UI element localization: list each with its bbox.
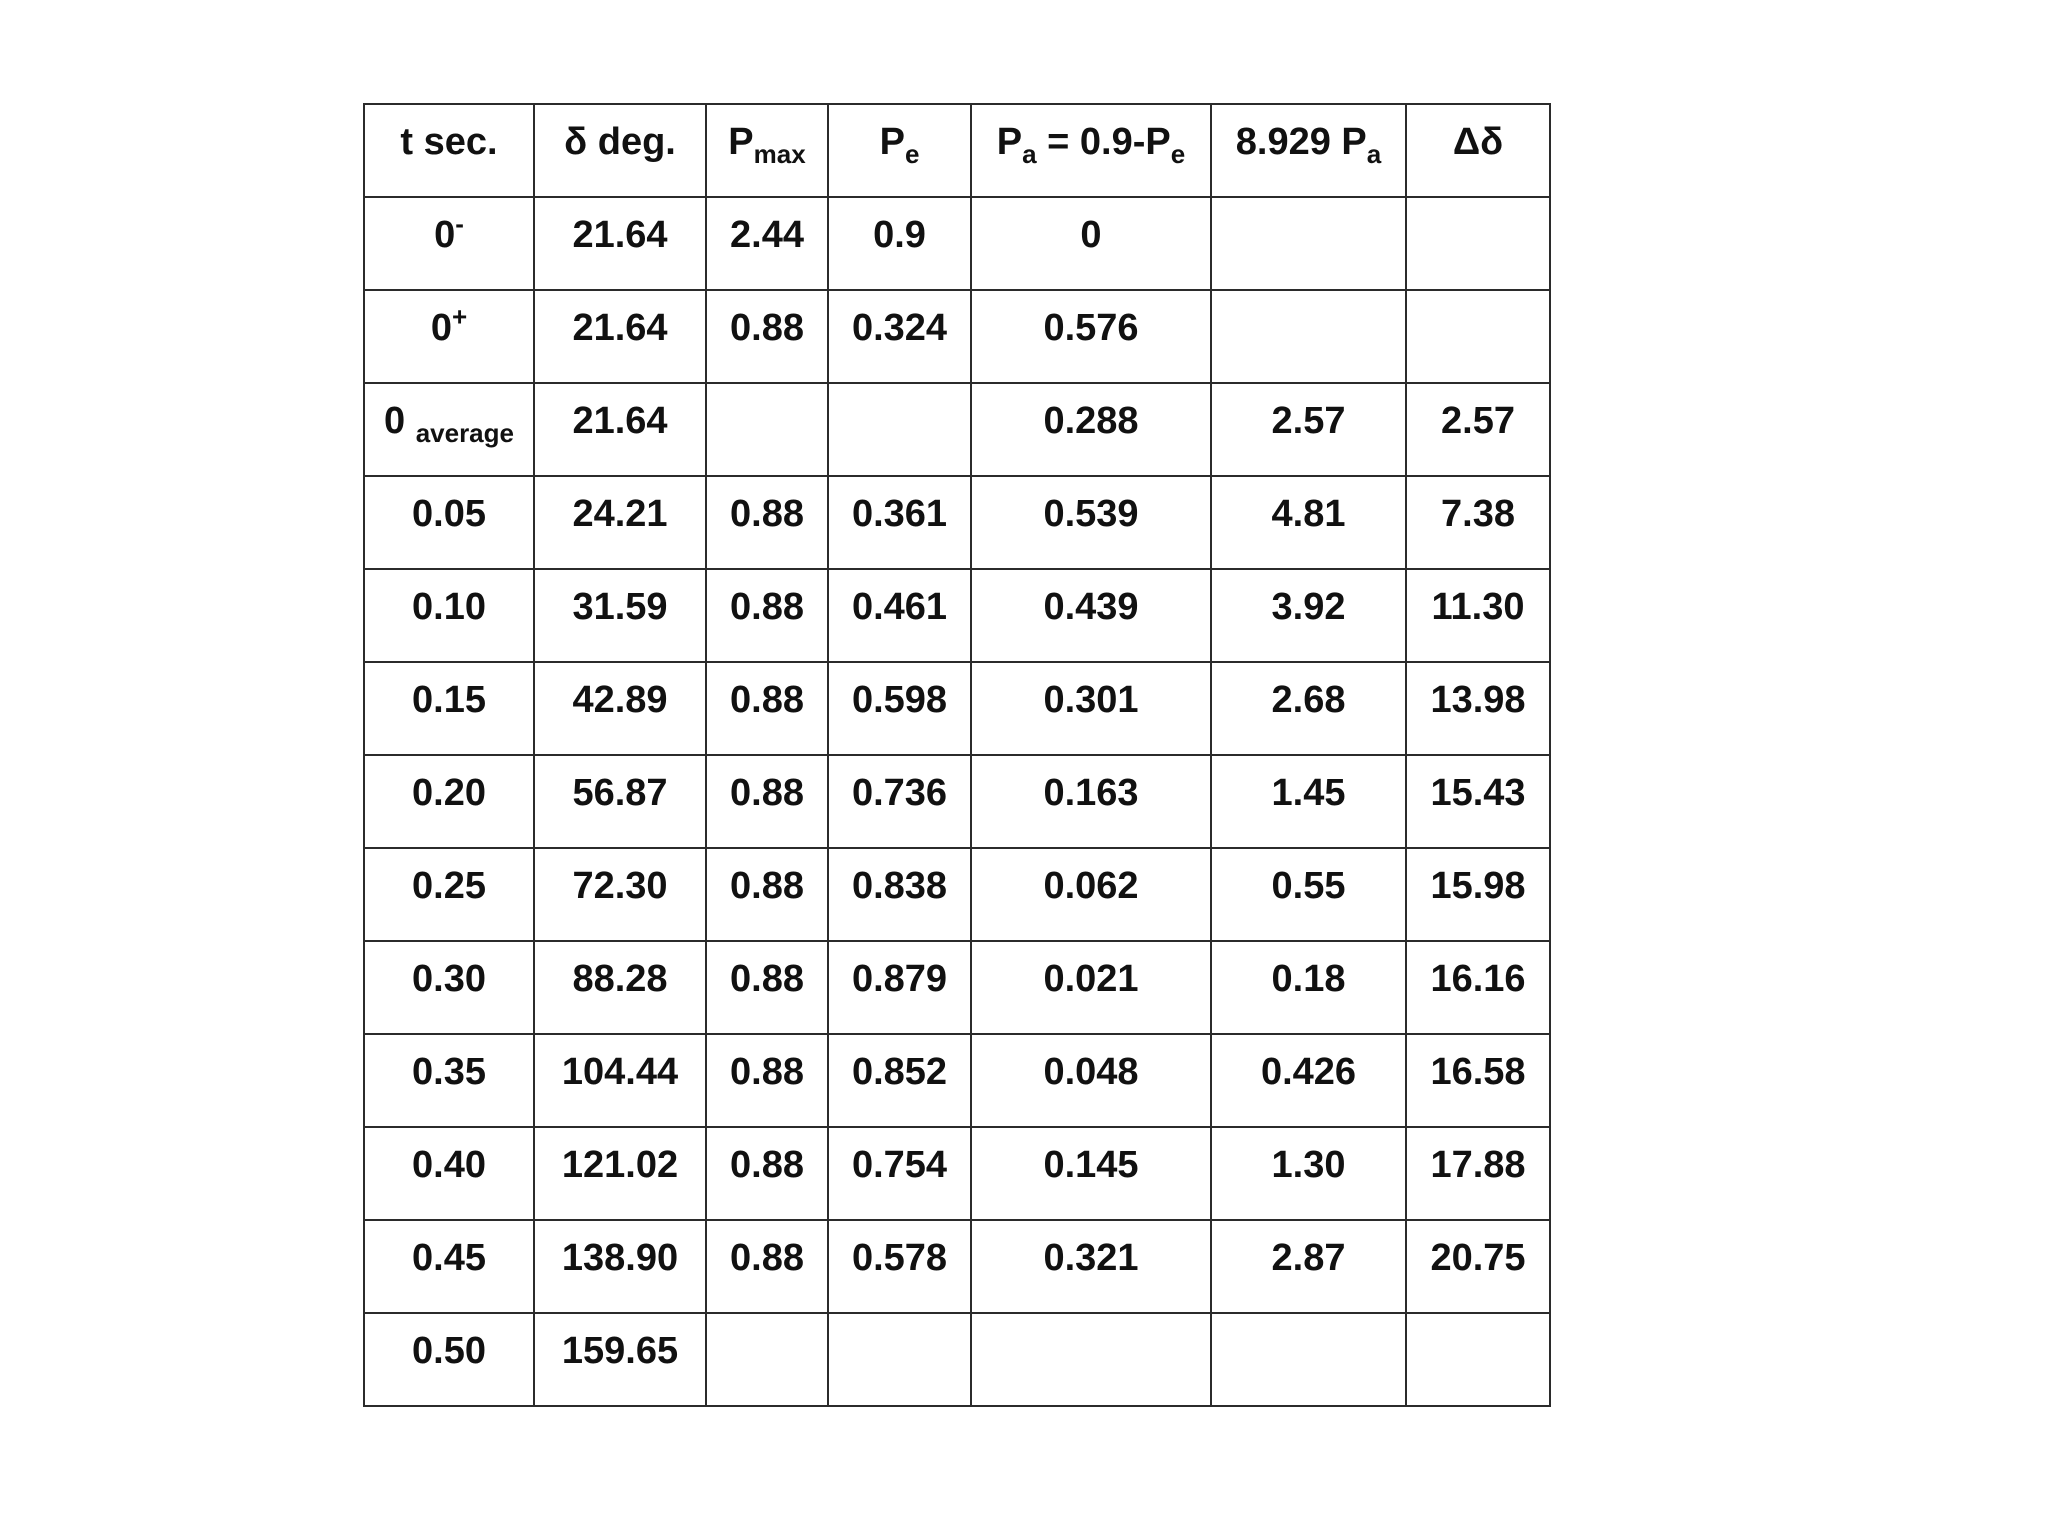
pa-cell: 0.288 (971, 383, 1211, 476)
table-row (364, 848, 1550, 941)
delta-cell: 121.02 (534, 1127, 706, 1220)
delta-cell: 56.87 (534, 755, 706, 848)
table-row (364, 662, 1550, 755)
table-row (364, 1034, 1550, 1127)
pmax-cell: 0.88 (706, 941, 828, 1034)
delta-change-cell: 2.57 (1406, 383, 1550, 476)
pmax-cell: 0.88 (706, 1220, 828, 1313)
time-cell: 0.50 (364, 1313, 534, 1406)
delta-cell: 104.44 (534, 1034, 706, 1127)
pa-scaled-cell (1211, 290, 1406, 383)
pa-scaled-cell: 2.87 (1211, 1220, 1406, 1313)
pa-scaled-cell: 1.30 (1211, 1127, 1406, 1220)
table-row (364, 383, 1550, 476)
delta-change-cell: 7.38 (1406, 476, 1550, 569)
table-row (364, 941, 1550, 1034)
pmax-cell: 0.88 (706, 755, 828, 848)
pe-cell: 0.9 (828, 197, 971, 290)
delta-change-cell: 11.30 (1406, 569, 1550, 662)
pmax-cell: 0.88 (706, 290, 828, 383)
pmax-cell (706, 1313, 828, 1406)
pa-cell: 0.021 (971, 941, 1211, 1034)
pe-cell (828, 1313, 971, 1406)
pmax-cell: 0.88 (706, 662, 828, 755)
pe-cell (828, 383, 971, 476)
pa-cell: 0.539 (971, 476, 1211, 569)
header-pa: $P_a = 0.9-P_e$ (971, 104, 1211, 197)
table-body (364, 197, 1550, 1406)
time-cell: 0 $_{average}$ (364, 383, 534, 476)
pmax-cell: 0.88 (706, 569, 828, 662)
pmax-cell: 0.88 (706, 476, 828, 569)
pe-cell: 0.838 (828, 848, 971, 941)
time-cell: 0.20 (364, 755, 534, 848)
delta-change-cell (1406, 1313, 1550, 1406)
header-delta-change: Δδ (1406, 104, 1550, 197)
pa-cell: 0.048 (971, 1034, 1211, 1127)
pa-scaled-cell: 3.92 (1211, 569, 1406, 662)
table-row (364, 755, 1550, 848)
pe-cell: 0.461 (828, 569, 971, 662)
delta-cell: 138.90 (534, 1220, 706, 1313)
delta-change-cell: 17.88 (1406, 1127, 1550, 1220)
pmax-cell: 0.88 (706, 1034, 828, 1127)
delta-change-cell: 16.58 (1406, 1034, 1550, 1127)
header-time: t sec. (364, 104, 534, 197)
header-pmax: $P_{max}$ (706, 104, 828, 197)
pe-cell: 0.578 (828, 1220, 971, 1313)
table-row (364, 569, 1550, 662)
pe-cell: 0.598 (828, 662, 971, 755)
pa-cell: 0.439 (971, 569, 1211, 662)
pa-scaled-cell: 2.68 (1211, 662, 1406, 755)
time-cell: 0.25 (364, 848, 534, 941)
delta-change-cell: 15.43 (1406, 755, 1550, 848)
table-row (364, 290, 1550, 383)
pa-scaled-cell: 0.426 (1211, 1034, 1406, 1127)
pe-cell: 0.754 (828, 1127, 971, 1220)
delta-cell: 21.64 (534, 290, 706, 383)
pa-cell: 0 (971, 197, 1211, 290)
pe-cell: 0.361 (828, 476, 971, 569)
delta-cell: 159.65 (534, 1313, 706, 1406)
delta-cell: 21.64 (534, 197, 706, 290)
pmax-cell: 0.88 (706, 1127, 828, 1220)
pa-scaled-cell: 4.81 (1211, 476, 1406, 569)
table-row (364, 1127, 1550, 1220)
pmax-cell: 2.44 (706, 197, 828, 290)
delta-cell: 24.21 (534, 476, 706, 569)
table-row (364, 1313, 1550, 1406)
pa-scaled-cell (1211, 1313, 1406, 1406)
pa-scaled-cell: 0.18 (1211, 941, 1406, 1034)
pa-cell: 0.576 (971, 290, 1211, 383)
delta-cell: 88.28 (534, 941, 706, 1034)
time-cell: 0.10 (364, 569, 534, 662)
pa-scaled-cell: 0.55 (1211, 848, 1406, 941)
pa-cell (971, 1313, 1211, 1406)
pa-cell: 0.062 (971, 848, 1211, 941)
pe-cell: 0.879 (828, 941, 971, 1034)
swing-curve-table (363, 103, 1551, 1407)
time-cell: 0.15 (364, 662, 534, 755)
pa-scaled-cell: 2.57 (1211, 383, 1406, 476)
table-row (364, 1220, 1550, 1313)
header-pa-scaled: 8.929 $P_a$ (1211, 104, 1406, 197)
delta-cell: 21.64 (534, 383, 706, 476)
time-cell: 0- (364, 197, 534, 290)
time-cell: 0.45 (364, 1220, 534, 1313)
delta-change-cell (1406, 290, 1550, 383)
pa-cell: 0.145 (971, 1127, 1211, 1220)
time-cell: 0+ (364, 290, 534, 383)
pa-scaled-cell (1211, 197, 1406, 290)
pe-cell: 0.736 (828, 755, 971, 848)
time-cell: 0.40 (364, 1127, 534, 1220)
delta-change-cell: 16.16 (1406, 941, 1550, 1034)
pa-cell: 0.301 (971, 662, 1211, 755)
delta-cell: 72.30 (534, 848, 706, 941)
pa-scaled-cell: 1.45 (1211, 755, 1406, 848)
delta-cell: 42.89 (534, 662, 706, 755)
pmax-cell: 0.88 (706, 848, 828, 941)
table-header-row (364, 104, 1550, 197)
header-delta: δ deg. (534, 104, 706, 197)
pa-cell: 0.163 (971, 755, 1211, 848)
delta-change-cell: 20.75 (1406, 1220, 1550, 1313)
time-cell: 0.30 (364, 941, 534, 1034)
table-row (364, 476, 1550, 569)
delta-change-cell: 13.98 (1406, 662, 1550, 755)
pe-cell: 0.324 (828, 290, 971, 383)
delta-change-cell (1406, 197, 1550, 290)
pe-cell: 0.852 (828, 1034, 971, 1127)
delta-change-cell: 15.98 (1406, 848, 1550, 941)
delta-cell: 31.59 (534, 569, 706, 662)
pa-cell: 0.321 (971, 1220, 1211, 1313)
table-row (364, 197, 1550, 290)
pmax-cell (706, 383, 828, 476)
header-pe: $P_e$ (828, 104, 971, 197)
time-cell: 0.05 (364, 476, 534, 569)
time-cell: 0.35 (364, 1034, 534, 1127)
